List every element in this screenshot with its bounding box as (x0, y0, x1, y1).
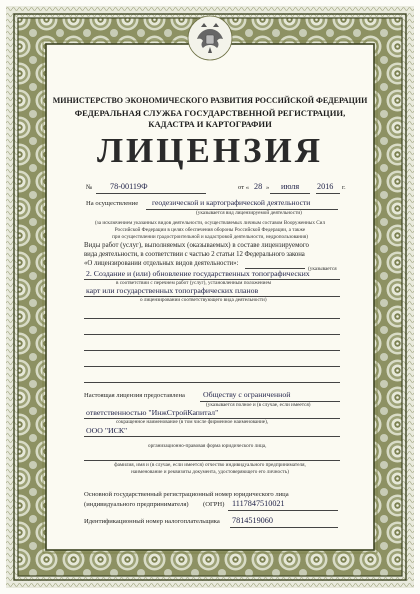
blank-line (84, 334, 340, 335)
activity-note-line2: Российской Федерации в целях обеспечения обороны Российской Федерации, а также (114, 227, 306, 233)
inn-value: 7814519060 (232, 516, 273, 525)
inn-underline (230, 527, 338, 528)
works-item-line1: 2. Создание и (или) обновление государственных топографических (86, 269, 310, 278)
license-date-prefix: от « (238, 184, 250, 191)
license-number-prefix: № (86, 184, 93, 191)
activity-caption: (указывается вид лицензируемой деятельности) (196, 210, 302, 216)
license-month-underline (270, 193, 310, 194)
works-text-line1: Виды работ (услуг), выполняемых (оказываемых) в составе лицензируемого (84, 242, 309, 249)
blank-line (84, 366, 340, 367)
ogrn-value: 1117847510021 (232, 499, 285, 508)
licensee-underline3 (84, 436, 340, 437)
activity-label: На осуществление (86, 200, 139, 207)
inn-label: Идентификационный номер налогоплательщика (84, 518, 220, 525)
works-text-line2: вида деятельности, в соответствии с частью 2 статьи 12 Федерального закона (84, 251, 305, 258)
blank-line (84, 382, 340, 383)
licensee-caption5: наименование и реквизиты документа, удостоверяющего его личность) (131, 469, 289, 475)
blank-line (84, 318, 340, 319)
works-text-line3: «О лицензировании отдельных видов деятельности»: (84, 260, 239, 267)
ogrn-text-line2: (индивидуального предпринимателя) (84, 501, 189, 508)
licensee-name-line2: ответственностью "ИнжСтройКапитал" (86, 408, 219, 417)
works-item-line2: карт или государственных топографических планов (86, 286, 259, 295)
license-year: 2016 (317, 182, 334, 191)
licensee-caption3: организационно-правовая форма юридического лица, (148, 443, 267, 449)
ogrn-label: (ОГРН) (203, 501, 225, 508)
license-day: 28 (254, 182, 263, 191)
license-month: июля (281, 182, 300, 191)
ogrn-text-line1: Основной государственный регистрационный номер юридического лица (84, 491, 289, 498)
service-name-line2: КАДАСТРА И КАРТОГРАФИИ (148, 119, 272, 129)
licensee-caption2: сокращенное наименование (в том числе фирменное наименование), (116, 419, 269, 425)
blank-line (84, 350, 340, 351)
licensee-label: Настоящая лицензия предоставлена (84, 392, 185, 399)
works-caption-mid: в соответствии с перечнем работ (услуг), установленным положением (116, 280, 272, 286)
licensee-name-short: ООО "ИСК" (86, 426, 128, 435)
license-number-underline (96, 193, 206, 194)
ministry-name: МИНИСТЕРСТВО ЭКОНОМИЧЕСКОГО РАЗВИТИЯ РОССИЙСКОЙ ФЕДЕРАЦИИ (52, 96, 368, 105)
ogrn-underline (228, 510, 338, 511)
document-title: ЛИЦЕНЗИЯ (96, 131, 324, 170)
service-name-line1: ФЕДЕРАЛЬНАЯ СЛУЖБА ГОСУДАРСТВЕННОЙ РЕГИСТРАЦИИ, (74, 108, 346, 118)
blank-line (84, 460, 340, 461)
licensee-caption4: фамилия, имя и (в случае, если имеется) отчество индивидуального предпринимателя, (114, 462, 306, 468)
activity-note-line1: (за исключением указанных видов деятельности, осуществляемых личным составом Вооруженных Сил (94, 220, 326, 226)
licensee-name-line1: Обществу с ограниченной (203, 390, 291, 399)
state-emblem-icon (187, 15, 233, 61)
works-caption-bottom: о лицензировании соответствующего вида деятельности) (140, 297, 267, 303)
license-number: 78-00119Ф (110, 182, 148, 191)
licensee-caption1: (указывается полное и (в случае, если имеется) (206, 402, 311, 408)
works-caption-right: (указывается (308, 266, 337, 272)
activity-value: геодезической и картографической деятельности (152, 198, 311, 207)
activity-note-line3: при осуществлении градостроительной и кадастровой деятельности, недропользования) (112, 234, 308, 240)
license-year-suffix: г. (342, 184, 346, 191)
license-day-close: » (266, 184, 270, 191)
license-year-underline (316, 193, 340, 194)
